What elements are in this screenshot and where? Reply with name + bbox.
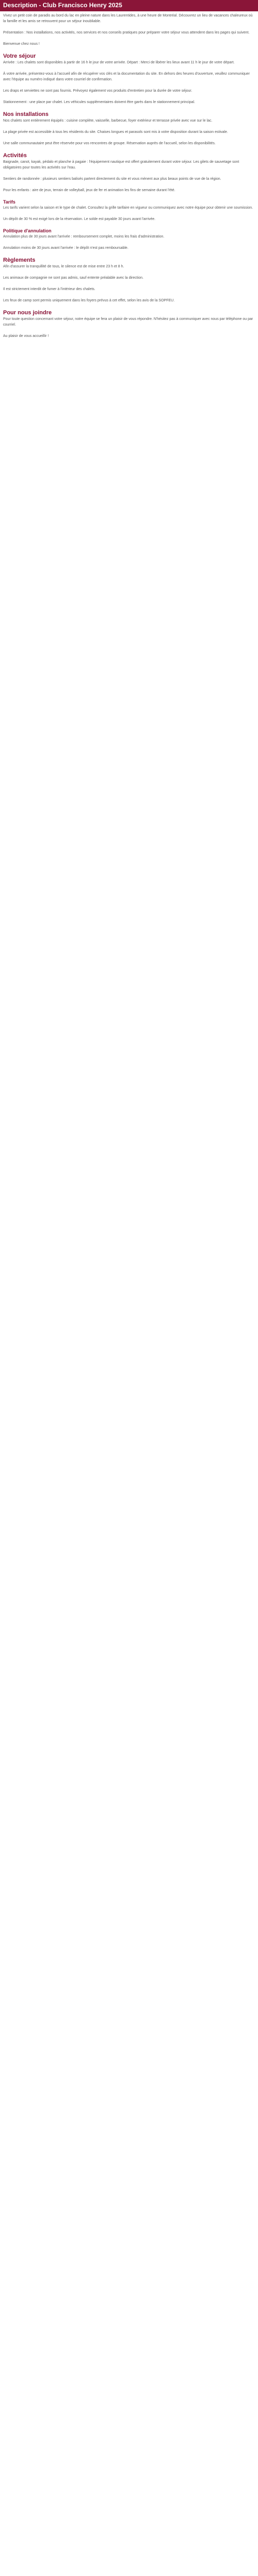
section-heading: Tarifs [3,199,15,205]
content-section [3,199,255,222]
section-paragraph: Les animaux de compagnie ne sont pas admis, sauf entente préalable avec la direction. [3,276,144,280]
page-content [0,13,258,339]
section-heading: Nos installations [3,111,49,117]
section-paragraph: Un dépôt de 30 % est exigé lors de la réservation. Le solde est payable 30 jours avant l'arrivée. [3,217,156,221]
intro-paragraph: Bienvenue chez nous ! [3,42,40,46]
section-heading: Politique d'annulation [3,228,52,233]
intro [3,13,255,47]
section-paragraph: Pour les enfants : aire de jeux, terrain de volleyball, jeux de fer et animation les fins de semaine durant l'été. [3,189,175,192]
section-heading: Activités [3,152,27,159]
content-section [3,53,255,105]
section-paragraph: Sentiers de randonnée : plusieurs sentiers balisés partent directement du site et vous mènent aux plus beaux points de vue de la région. [3,177,221,181]
section-paragraph: Les draps et serviettes ne sont pas fournis. Prévoyez également vos produits d'entretien pour la durée de votre séjour. [3,89,192,93]
section-paragraph: Nos chalets sont entièrement équipés : cuisine complète, vaisselle, barbecue, foyer extérieur et terrasse privée avec vue sur le lac. [3,119,213,123]
section-paragraph: La plage privée est accessible à tous les résidents du site. Chaises longues et parasols sont mis à votre disposition durant la saison estivale. [3,130,228,134]
section-paragraph: Une salle communautaire peut être réservée pour vos rencontres de groupe. Réservation auprès de l'accueil, selon les disponibilités. [3,142,216,145]
content-section [3,257,255,303]
content-section [3,228,255,251]
content-section [3,309,255,339]
section-paragraph: Baignade, canot, kayak, pédalo et planche à pagaie : l'équipement nautique est offert gratuitement durant votre séjour. Les gilets de sauvetage sont obligatoires pour toutes les activités sur l'eau. [3,160,239,170]
section-paragraph: Il est strictement interdit de fumer à l'intérieur des chalets. [3,287,95,291]
page-title: Description - Club Francisco Henry 2025 [3,2,122,9]
section-paragraph: Pour toute question concernant votre séjour, notre équipe se fera un plaisir de vous répondre. N'hésitez pas à communiquer avec nous par téléphone ou par courriel. [3,317,253,327]
content-section [3,152,255,193]
section-paragraph: Afin d'assurer la tranquillité de tous, le silence est de mise entre 23 h et 8 h. [3,265,124,268]
intro-paragraph: Présentation : Nos installations, nos activités, nos services et nos conseils pratiques pour préparer votre séjour vous attendent dans les pages qui suivent. [3,31,250,35]
section-heading: Votre séjour [3,53,36,59]
page-header [0,0,258,11]
section-paragraph: Les tarifs varient selon la saison et le type de chalet. Consultez la grille tarifaire en vigueur ou communiquez avec notre équipe pour obtenir une soumission. [3,206,253,210]
section-paragraph: À votre arrivée, présentez-vous à l'accueil afin de récupérer vos clés et la documentation du site. En dehors des heures d'ouverture, veuillez communiquer avec l'équipe au numéro indiqué dans votre courriel de confirmation. [3,72,250,81]
section-paragraph: Annulation moins de 30 jours avant l'arrivée : le dépôt n'est pas remboursable. [3,246,128,250]
section-paragraph: Au plaisir de vous accueillir ! [3,334,49,338]
section-paragraph: Les feux de camp sont permis uniquement dans les foyers prévus à cet effet, selon les avis de la SOPFEU. [3,299,175,302]
section-heading: Règlements [3,257,36,263]
sections-container [3,53,255,339]
section-heading: Pour nous joindre [3,310,52,316]
section-paragraph: Stationnement : une place par chalet. Les véhicules supplémentaires doivent être garés dans le stationnement principal. [3,100,196,104]
section-paragraph: Annulation plus de 30 jours avant l'arrivée : remboursement complet, moins les frais d'administration. [3,235,165,239]
content-section [3,111,255,146]
intro-paragraph: Vivez un petit coin de paradis au bord du lac en pleine nature dans les Laurentides, à une heure de Montréal. Découvrez un lieu de vacances chaleureux où la famille et les amis se retrouvent pour un séjour inoubliable. [3,14,253,23]
section-paragraph: Arrivée : Les chalets sont disponibles à partir de 16 h le jour de votre arrivée. Départ : Merci de libérer les lieux avant 11 h le jour de votre départ. [3,61,235,64]
